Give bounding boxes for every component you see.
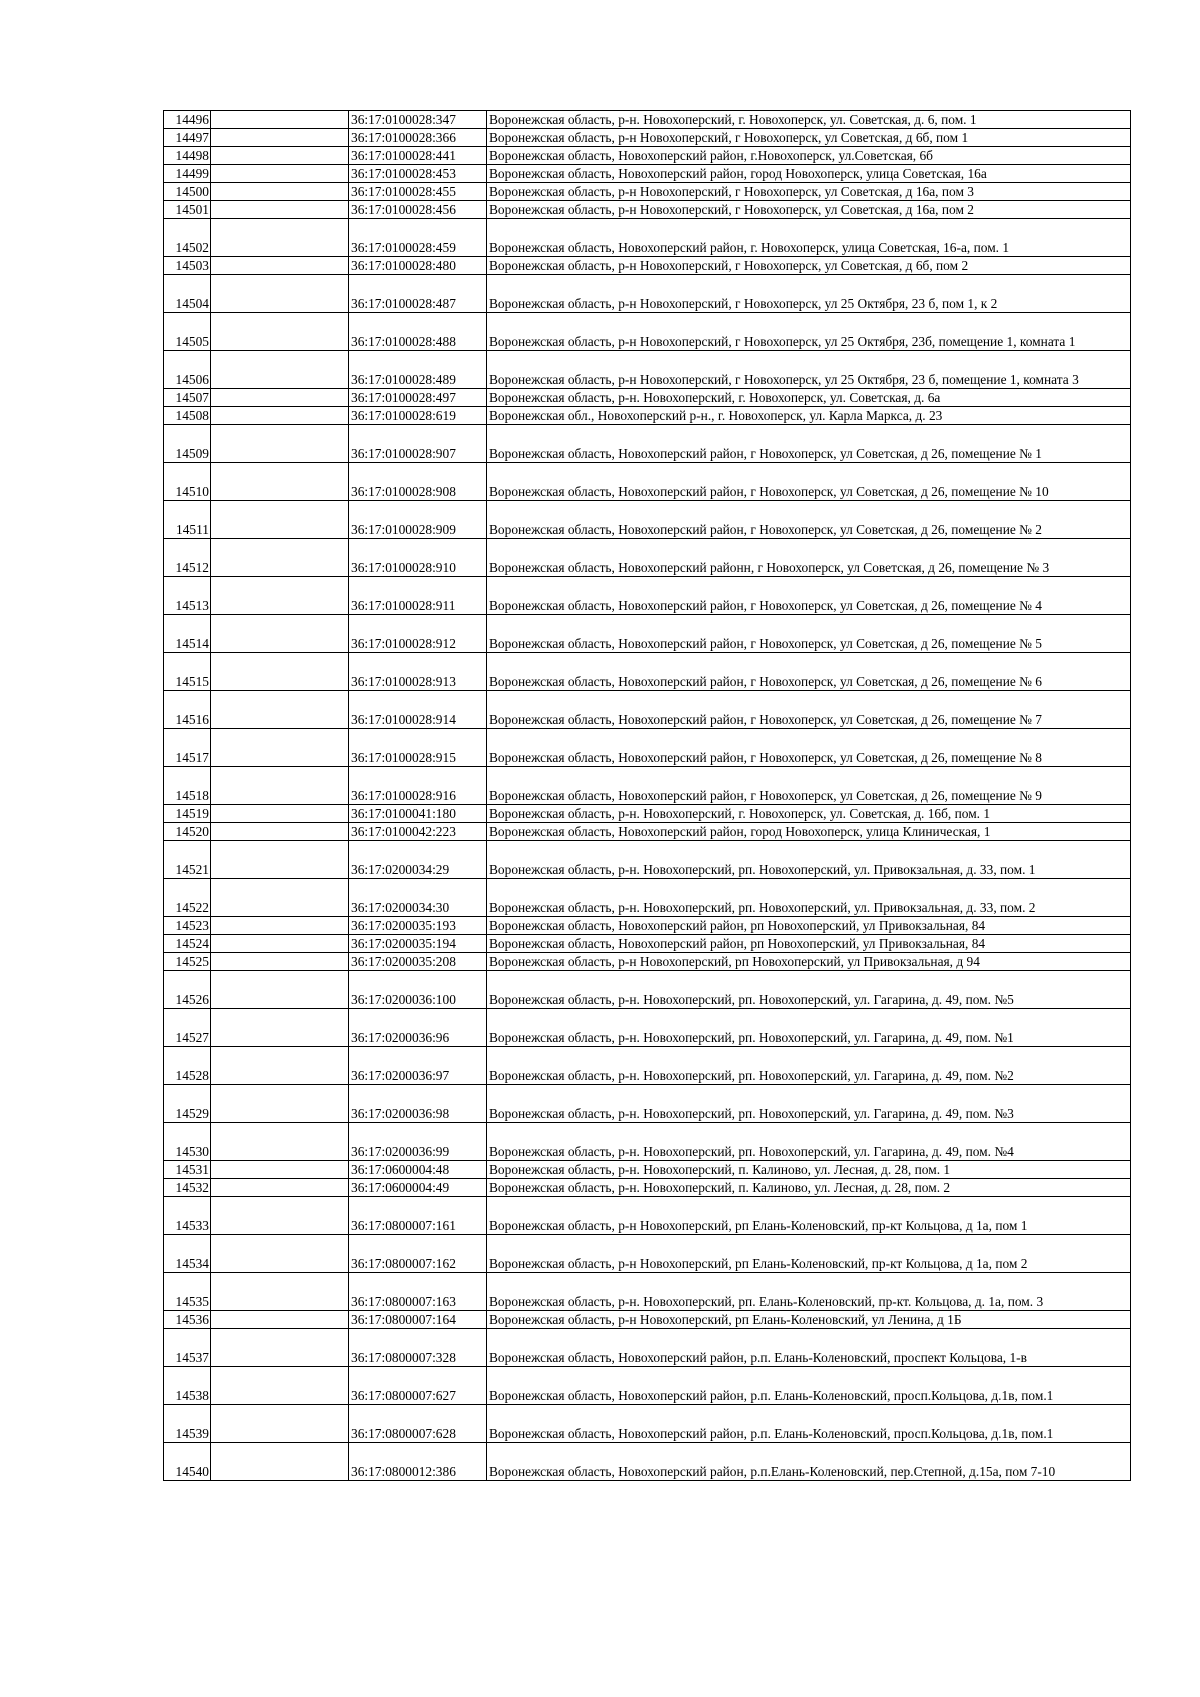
table-row	[164, 917, 1131, 935]
address-cell: Воронежская область, р-н Новохоперский, г Новохоперск, ул Советская, д 6б, пом 2	[487, 257, 1131, 275]
address-cell: Воронежская обл., Новохоперский р-н., г. Новохоперск, ул. Карла Маркса, д. 23	[487, 407, 1131, 425]
row-number-cell: 14531	[164, 1161, 211, 1179]
row-number-cell: 14496	[164, 111, 211, 129]
cadastral-number-cell: 36:17:0100028:459	[349, 219, 487, 257]
cadastral-number-cell: 36:17:0200035:193	[349, 917, 487, 935]
table-row	[164, 425, 1131, 463]
empty-cell	[211, 1329, 349, 1367]
empty-cell	[211, 935, 349, 953]
cadastral-number-cell: 36:17:0100028:453	[349, 165, 487, 183]
row-number-cell: 14516	[164, 691, 211, 729]
table-row	[164, 615, 1131, 653]
empty-cell	[211, 841, 349, 879]
row-number-cell: 14536	[164, 1311, 211, 1329]
row-number-cell: 14538	[164, 1367, 211, 1405]
row-number-cell: 14521	[164, 841, 211, 879]
row-number-cell: 14503	[164, 257, 211, 275]
empty-cell	[211, 1009, 349, 1047]
table-row	[164, 953, 1131, 971]
empty-cell	[211, 165, 349, 183]
empty-cell	[211, 1179, 349, 1197]
empty-cell	[211, 1123, 349, 1161]
table-row	[164, 653, 1131, 691]
row-number-cell: 14497	[164, 129, 211, 147]
cadastral-number-cell: 36:17:0100041:180	[349, 805, 487, 823]
address-cell: Воронежская область, Новохоперский район, город Новохоперск, улица Клиническая, 1	[487, 823, 1131, 841]
table-row	[164, 129, 1131, 147]
address-cell: Воронежская область, р-н. Новохоперский, рп. Новохоперский, ул. Привокзальная, д. 33, пом. 2	[487, 879, 1131, 917]
table-row	[164, 1009, 1131, 1047]
row-number-cell: 14517	[164, 729, 211, 767]
cadastral-number-cell: 36:17:0800007:163	[349, 1273, 487, 1311]
empty-cell	[211, 501, 349, 539]
table-row	[164, 1047, 1131, 1085]
empty-cell	[211, 823, 349, 841]
row-number-cell: 14507	[164, 389, 211, 407]
row-number-cell: 14527	[164, 1009, 211, 1047]
address-cell: Воронежская область, Новохоперский район, г Новохоперск, ул Советская, д 26, помещение № 4	[487, 577, 1131, 615]
table-row	[164, 147, 1131, 165]
address-cell: Воронежская область, р-н Новохоперский, рп Новохоперский, ул Привокзальная, д 94	[487, 953, 1131, 971]
address-cell: Воронежская область, Новохоперский район, рп Новохоперский, ул Привокзальная, 84	[487, 935, 1131, 953]
table-row	[164, 805, 1131, 823]
cadastral-number-cell: 36:17:0100028:497	[349, 389, 487, 407]
row-number-cell: 14532	[164, 1179, 211, 1197]
row-number-cell: 14533	[164, 1197, 211, 1235]
empty-cell	[211, 1235, 349, 1273]
table-row	[164, 729, 1131, 767]
cadastral-number-cell: 36:17:0800007:328	[349, 1329, 487, 1367]
cadastral-number-cell: 36:17:0600004:48	[349, 1161, 487, 1179]
address-cell: Воронежская область, Новохоперский район, р.п. Елань-Коленовский, проспект Кольцова, 1-в	[487, 1329, 1131, 1367]
empty-cell	[211, 1085, 349, 1123]
address-cell: Воронежская область, Новохоперский район, г Новохоперск, ул Советская, д 26, помещение № 9	[487, 767, 1131, 805]
cadastral-number-cell: 36:17:0100042:223	[349, 823, 487, 841]
empty-cell	[211, 1443, 349, 1481]
table-row	[164, 823, 1131, 841]
table-row	[164, 1329, 1131, 1367]
address-cell: Воронежская область, р-н Новохоперский, г Новохоперск, ул Советская, д 16а, пом 2	[487, 201, 1131, 219]
cadastral-number-cell: 36:17:0600004:49	[349, 1179, 487, 1197]
cadastral-number-cell: 36:17:0100028:911	[349, 577, 487, 615]
cadastral-number-cell: 36:17:0200036:98	[349, 1085, 487, 1123]
empty-cell	[211, 729, 349, 767]
cadastral-number-cell: 36:17:0100028:909	[349, 501, 487, 539]
cadastral-number-cell: 36:17:0200036:97	[349, 1047, 487, 1085]
row-number-cell: 14504	[164, 275, 211, 313]
cadastral-number-cell: 36:17:0100028:487	[349, 275, 487, 313]
empty-cell	[211, 615, 349, 653]
table-row	[164, 879, 1131, 917]
cadastral-number-cell: 36:17:0100028:908	[349, 463, 487, 501]
row-number-cell: 14520	[164, 823, 211, 841]
cadastral-number-cell: 36:17:0800007:628	[349, 1405, 487, 1443]
empty-cell	[211, 389, 349, 407]
cadastral-number-cell: 36:17:0100028:910	[349, 539, 487, 577]
address-cell: Воронежская область, р-н Новохоперский, г Новохоперск, ул Советская, д 6б, пом 1	[487, 129, 1131, 147]
table-row	[164, 1405, 1131, 1443]
address-cell: Воронежская область, р-н. Новохоперский, рп. Елань-Коленовский, пр-кт. Кольцова, д. 1а, пом. 3	[487, 1273, 1131, 1311]
cadastral-number-cell: 36:17:0200035:208	[349, 953, 487, 971]
table-row	[164, 257, 1131, 275]
empty-cell	[211, 201, 349, 219]
cadastral-number-cell: 36:17:0100028:916	[349, 767, 487, 805]
address-cell: Воронежская область, р-н Новохоперский, г Новохоперск, ул 25 Октября, 23б, помещение 1, комната 1	[487, 313, 1131, 351]
address-cell: Воронежская область, Новохоперский район, г Новохоперск, ул Советская, д 26, помещение № 7	[487, 691, 1131, 729]
row-number-cell: 14522	[164, 879, 211, 917]
row-number-cell: 14534	[164, 1235, 211, 1273]
address-cell: Воронежская область, Новохоперский район, р.п.Елань-Коленовский, пер.Степной, д.15а, пом 7-10	[487, 1443, 1131, 1481]
empty-cell	[211, 953, 349, 971]
row-number-cell: 14498	[164, 147, 211, 165]
address-cell: Воронежская область, р-н. Новохоперский, п. Калиново, ул. Лесная, д. 28, пом. 2	[487, 1179, 1131, 1197]
row-number-cell: 14505	[164, 313, 211, 351]
row-number-cell: 14525	[164, 953, 211, 971]
cadastral-number-cell: 36:17:0100028:913	[349, 653, 487, 691]
empty-cell	[211, 539, 349, 577]
row-number-cell: 14523	[164, 917, 211, 935]
row-number-cell: 14519	[164, 805, 211, 823]
empty-cell	[211, 1161, 349, 1179]
address-cell: Воронежская область, Новохоперский район, город Новохоперск, улица Советская, 16а	[487, 165, 1131, 183]
cadastral-number-cell: 36:17:0100028:480	[349, 257, 487, 275]
table-row	[164, 183, 1131, 201]
address-cell: Воронежская область, Новохоперский район, г Новохоперск, ул Советская, д 26, помещение № 5	[487, 615, 1131, 653]
row-number-cell: 14537	[164, 1329, 211, 1367]
table-body	[164, 111, 1131, 1481]
table-row	[164, 1443, 1131, 1481]
empty-cell	[211, 879, 349, 917]
address-cell: Воронежская область, Новохоперский район, г Новохоперск, ул Советская, д 26, помещение № 2	[487, 501, 1131, 539]
address-cell: Воронежская область, р-н Новохоперский, рп Елань-Коленовский, пр-кт Кольцова, д 1а, пом 2	[487, 1235, 1131, 1273]
row-number-cell: 14530	[164, 1123, 211, 1161]
address-cell: Воронежская область, Новохоперский район, г Новохоперск, ул Советская, д 26, помещение № 1	[487, 425, 1131, 463]
cadastral-number-cell: 36:17:0200034:29	[349, 841, 487, 879]
empty-cell	[211, 129, 349, 147]
address-cell: Воронежская область, Новохоперский район, рп Новохоперский, ул Привокзальная, 84	[487, 917, 1131, 935]
address-cell: Воронежская область, р-н. Новохоперский, рп. Новохоперский, ул. Гагарина, д. 49, пом. №1	[487, 1009, 1131, 1047]
cadastral-number-cell: 36:17:0200035:194	[349, 935, 487, 953]
empty-cell	[211, 577, 349, 615]
empty-cell	[211, 1311, 349, 1329]
cadastral-number-cell: 36:17:0100028:915	[349, 729, 487, 767]
table-row	[164, 767, 1131, 805]
address-cell: Воронежская область, Новохоперский район, г Новохоперск, ул Советская, д 26, помещение № 10	[487, 463, 1131, 501]
empty-cell	[211, 257, 349, 275]
cadastral-number-cell: 36:17:0800007:627	[349, 1367, 487, 1405]
row-number-cell: 14529	[164, 1085, 211, 1123]
table-row	[164, 463, 1131, 501]
empty-cell	[211, 407, 349, 425]
empty-cell	[211, 111, 349, 129]
row-number-cell: 14510	[164, 463, 211, 501]
cadastral-number-cell: 36:17:0800012:386	[349, 1443, 487, 1481]
row-number-cell: 14528	[164, 1047, 211, 1085]
table-row	[164, 201, 1131, 219]
table-row	[164, 351, 1131, 389]
row-number-cell: 14535	[164, 1273, 211, 1311]
address-cell: Воронежская область, р-н. Новохоперский, рп. Новохоперский, ул. Привокзальная, д. 33, пом. 1	[487, 841, 1131, 879]
table-row	[164, 313, 1131, 351]
table-row	[164, 1085, 1131, 1123]
address-cell: Воронежская область, р-н. Новохоперский, рп. Новохоперский, ул. Гагарина, д. 49, пом. №2	[487, 1047, 1131, 1085]
table-row	[164, 389, 1131, 407]
table-row	[164, 1161, 1131, 1179]
table-row	[164, 1197, 1131, 1235]
address-cell: Воронежская область, Новохоперский район, г Новохоперск, ул Советская, д 26, помещение № 6	[487, 653, 1131, 691]
table-row	[164, 275, 1131, 313]
row-number-cell: 14513	[164, 577, 211, 615]
row-number-cell: 14540	[164, 1443, 211, 1481]
address-cell: Воронежская область, р-н. Новохоперский, г. Новохоперск, ул. Советская, д. 16б, пом. 1	[487, 805, 1131, 823]
cadastral-number-cell: 36:17:0100028:907	[349, 425, 487, 463]
row-number-cell: 14509	[164, 425, 211, 463]
empty-cell	[211, 767, 349, 805]
cadastral-number-cell: 36:17:0100028:914	[349, 691, 487, 729]
cadastral-number-cell: 36:17:0200036:99	[349, 1123, 487, 1161]
address-cell: Воронежская область, Новохоперский район, г Новохоперск, ул Советская, д 26, помещение № 8	[487, 729, 1131, 767]
address-cell: Воронежская область, р-н Новохоперский, рп Елань-Коленовский, ул Ленина, д 1Б	[487, 1311, 1131, 1329]
empty-cell	[211, 425, 349, 463]
table-row	[164, 1367, 1131, 1405]
address-cell: Воронежская область, р-н Новохоперский, г Новохоперск, ул Советская, д 16а, пом 3	[487, 183, 1131, 201]
cadastral-number-cell: 36:17:0100028:441	[349, 147, 487, 165]
cadastral-number-cell: 36:17:0100028:456	[349, 201, 487, 219]
address-cell: Воронежская область, Новохоперский район, г.Новохоперск, ул.Советская, 6б	[487, 147, 1131, 165]
empty-cell	[211, 691, 349, 729]
row-number-cell: 14526	[164, 971, 211, 1009]
table-row	[164, 841, 1131, 879]
address-cell: Воронежская область, Новохоперский район, г. Новохоперск, улица Советская, 16-а, пом. 1	[487, 219, 1131, 257]
row-number-cell: 14512	[164, 539, 211, 577]
address-cell: Воронежская область, р-н. Новохоперский, г. Новохоперск, ул. Советская, д. 6а	[487, 389, 1131, 407]
table-row	[164, 1311, 1131, 1329]
row-number-cell: 14501	[164, 201, 211, 219]
address-cell: Воронежская область, Новохоперский район, р.п. Елань-Коленовский, просп.Кольцова, д.1в, пом.1	[487, 1367, 1131, 1405]
address-cell: Воронежская область, р-н Новохоперский, рп Елань-Коленовский, пр-кт Кольцова, д 1а, пом 1	[487, 1197, 1131, 1235]
empty-cell	[211, 1405, 349, 1443]
table-row	[164, 1123, 1131, 1161]
row-number-cell: 14499	[164, 165, 211, 183]
empty-cell	[211, 275, 349, 313]
cadastral-number-cell: 36:17:0200034:30	[349, 879, 487, 917]
empty-cell	[211, 183, 349, 201]
cadastral-number-cell: 36:17:0800007:161	[349, 1197, 487, 1235]
address-cell: Воронежская область, Новохоперский район, р.п. Елань-Коленовский, просп.Кольцова, д.1в, пом.1	[487, 1405, 1131, 1443]
address-cell: Воронежская область, р-н Новохоперский, г Новохоперск, ул 25 Октября, 23 б, пом 1, к 2	[487, 275, 1131, 313]
empty-cell	[211, 805, 349, 823]
empty-cell	[211, 147, 349, 165]
property-register-table	[163, 110, 1131, 1481]
table-row	[164, 539, 1131, 577]
row-number-cell: 14539	[164, 1405, 211, 1443]
table-row	[164, 111, 1131, 129]
cadastral-number-cell: 36:17:0100028:455	[349, 183, 487, 201]
empty-cell	[211, 463, 349, 501]
cadastral-number-cell: 36:17:0100028:912	[349, 615, 487, 653]
cadastral-number-cell: 36:17:0100028:619	[349, 407, 487, 425]
row-number-cell: 14511	[164, 501, 211, 539]
empty-cell	[211, 219, 349, 257]
row-number-cell: 14515	[164, 653, 211, 691]
cadastral-number-cell: 36:17:0800007:164	[349, 1311, 487, 1329]
table-row	[164, 577, 1131, 615]
address-cell: Воронежская область, р-н. Новохоперский, рп. Новохоперский, ул. Гагарина, д. 49, пом. №4	[487, 1123, 1131, 1161]
cadastral-number-cell: 36:17:0100028:489	[349, 351, 487, 389]
address-cell: Воронежская область, р-н. Новохоперский, г. Новохоперск, ул. Советская, д. 6, пом. 1	[487, 111, 1131, 129]
cadastral-number-cell: 36:17:0200036:100	[349, 971, 487, 1009]
table-row	[164, 1179, 1131, 1197]
empty-cell	[211, 971, 349, 1009]
table-row	[164, 935, 1131, 953]
table-row	[164, 1273, 1131, 1311]
empty-cell	[211, 313, 349, 351]
empty-cell	[211, 1367, 349, 1405]
empty-cell	[211, 1197, 349, 1235]
table-row	[164, 501, 1131, 539]
row-number-cell: 14514	[164, 615, 211, 653]
row-number-cell: 14518	[164, 767, 211, 805]
table-row	[164, 219, 1131, 257]
table-row	[164, 165, 1131, 183]
row-number-cell: 14508	[164, 407, 211, 425]
empty-cell	[211, 653, 349, 691]
address-cell: Воронежская область, Новохоперский районн, г Новохоперск, ул Советская, д 26, помещение № 3	[487, 539, 1131, 577]
table-row	[164, 971, 1131, 1009]
table-row	[164, 1235, 1131, 1273]
empty-cell	[211, 1047, 349, 1085]
cadastral-number-cell: 36:17:0100028:366	[349, 129, 487, 147]
row-number-cell: 14506	[164, 351, 211, 389]
cadastral-number-cell: 36:17:0800007:162	[349, 1235, 487, 1273]
empty-cell	[211, 1273, 349, 1311]
empty-cell	[211, 351, 349, 389]
empty-cell	[211, 917, 349, 935]
row-number-cell: 14524	[164, 935, 211, 953]
row-number-cell: 14500	[164, 183, 211, 201]
cadastral-number-cell: 36:17:0200036:96	[349, 1009, 487, 1047]
table-row	[164, 407, 1131, 425]
address-cell: Воронежская область, р-н Новохоперский, г Новохоперск, ул 25 Октября, 23 б, помещение 1, комната 3	[487, 351, 1131, 389]
cadastral-number-cell: 36:17:0100028:488	[349, 313, 487, 351]
address-cell: Воронежская область, р-н. Новохоперский, рп. Новохоперский, ул. Гагарина, д. 49, пом. №3	[487, 1085, 1131, 1123]
row-number-cell: 14502	[164, 219, 211, 257]
cadastral-number-cell: 36:17:0100028:347	[349, 111, 487, 129]
address-cell: Воронежская область, р-н. Новохоперский, рп. Новохоперский, ул. Гагарина, д. 49, пом. №5	[487, 971, 1131, 1009]
table-row	[164, 691, 1131, 729]
address-cell: Воронежская область, р-н. Новохоперский, п. Калиново, ул. Лесная, д. 28, пом. 1	[487, 1161, 1131, 1179]
